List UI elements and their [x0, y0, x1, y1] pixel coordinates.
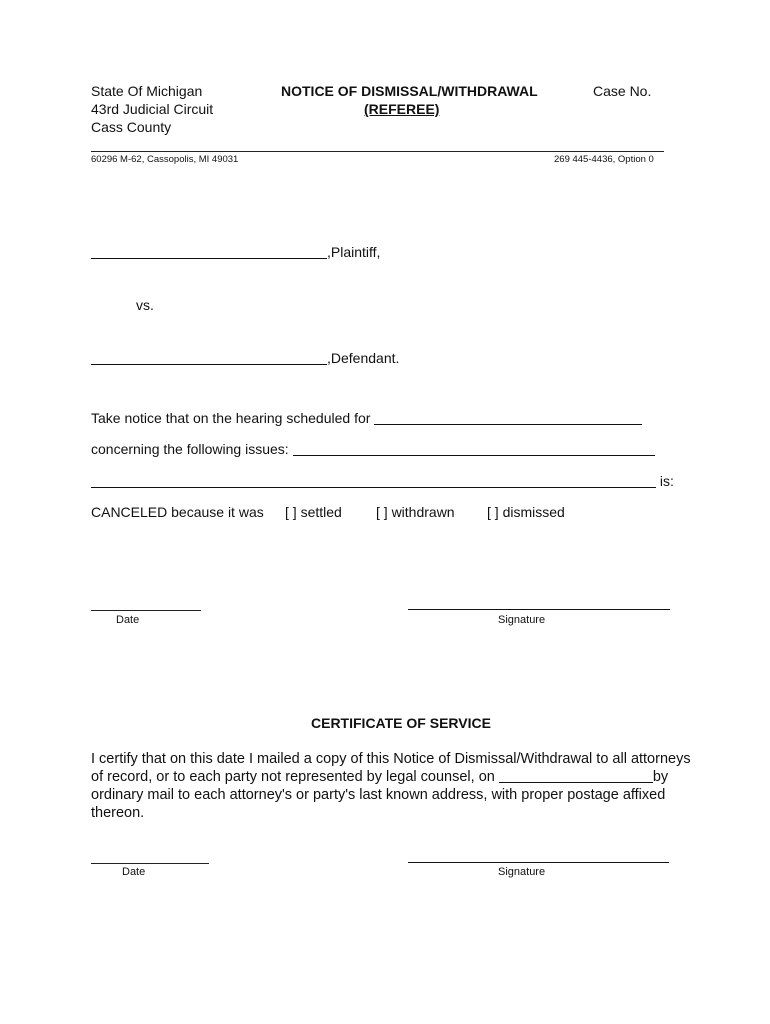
issues-text: concerning the following issues:	[91, 441, 289, 457]
certificate-line-4: thereon.	[91, 805, 145, 821]
signature-label-2: Signature	[498, 866, 546, 878]
case-number-label: Case No.	[593, 83, 652, 99]
defendant-blank[interactable]	[91, 351, 327, 365]
settled-label: settled	[300, 504, 342, 520]
defendant-label: ,Defendant.	[327, 350, 400, 366]
canceled-line	[91, 504, 264, 520]
option-withdrawn[interactable]	[376, 504, 455, 520]
signature-line-1[interactable]	[408, 609, 670, 610]
certificate-line-1: I certify that on this date I mailed a copy of this Notice of Dismissal/Withdrawal to all attorneys	[91, 751, 691, 767]
hearing-line	[91, 410, 642, 426]
court-address: 60296 M-62, Cassopolis, MI 49031	[91, 154, 239, 165]
withdrawn-label: withdrawn	[391, 504, 455, 520]
option-dismissed[interactable]	[487, 504, 565, 520]
plaintiff-blank[interactable]	[91, 245, 327, 259]
canceled-text: CANCELED because it was	[91, 504, 264, 520]
plaintiff-line	[91, 244, 380, 260]
document-subtitle: (REFEREE)	[364, 101, 440, 117]
signature-line-2[interactable]	[408, 862, 669, 863]
issues-line	[91, 441, 655, 457]
signature-label-1: Signature	[498, 614, 546, 626]
date-label-1: Date	[116, 614, 140, 626]
certificate-line-2-text: of record, or to each party not represented by legal counsel, on	[91, 769, 495, 785]
hearing-date-blank[interactable]	[374, 411, 642, 425]
mailing-date-blank[interactable]	[499, 769, 653, 783]
circuit-label: 43rd Judicial Circuit	[91, 101, 214, 117]
issues-blank[interactable]	[293, 442, 655, 456]
date-line-2[interactable]	[91, 863, 209, 864]
county-label: Cass County	[91, 119, 172, 135]
certificate-line-2	[91, 769, 668, 785]
dismissed-checkbox[interactable]: [ ]	[487, 504, 499, 520]
versus-label: vs.	[136, 297, 154, 313]
settled-checkbox[interactable]: [ ]	[285, 504, 297, 520]
withdrawn-checkbox[interactable]: [ ]	[376, 504, 388, 520]
document-title: NOTICE OF DISMISSAL/WITHDRAWAL	[281, 83, 538, 99]
issues-continuation-blank[interactable]	[91, 474, 656, 488]
certificate-title: CERTIFICATE OF SERVICE	[311, 715, 491, 731]
date-label-2: Date	[122, 866, 146, 878]
issues-continuation-line	[91, 473, 674, 489]
header-divider	[91, 151, 664, 152]
option-settled[interactable]	[285, 504, 342, 520]
dismissed-label: dismissed	[502, 504, 565, 520]
certificate-line-2-by: by	[652, 769, 669, 785]
defendant-line	[91, 350, 399, 366]
certificate-line-3: ordinary mail to each attorney's or party's last known address, with proper postage affixed	[91, 787, 666, 803]
hearing-text: Take notice that on the hearing scheduled for	[91, 410, 371, 426]
date-line-1[interactable]	[91, 610, 201, 611]
plaintiff-label: ,Plaintiff,	[327, 244, 381, 260]
court-phone: 269 445-4436, Option 0	[554, 154, 654, 165]
state-label: State Of Michigan	[91, 83, 203, 99]
is-label: is:	[659, 473, 674, 489]
